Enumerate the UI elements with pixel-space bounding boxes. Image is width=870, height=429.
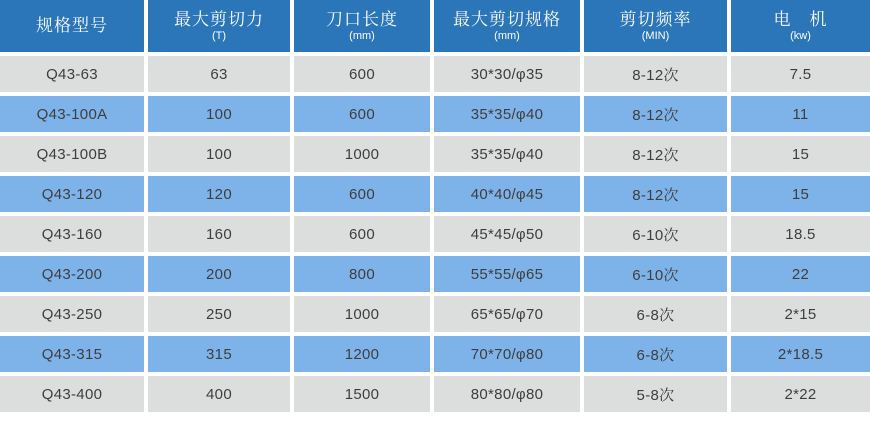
model-cell: Q43-120	[0, 176, 144, 212]
model-cell: Q43-400	[0, 376, 144, 412]
model-cell: Q43-160	[0, 216, 144, 252]
table-cell: 45*45/φ50	[434, 216, 580, 252]
table-cell: 1200	[294, 336, 430, 372]
table-cell: 8-12次	[584, 96, 727, 132]
header-unit-label: (mm)	[349, 29, 375, 42]
table-cell: 1000	[294, 296, 430, 332]
table-cell: 7.5	[731, 56, 870, 92]
header-label: 电 机	[773, 9, 828, 29]
table-cell: 6-10次	[584, 256, 727, 292]
header-unit-label: (mm)	[494, 29, 520, 42]
header-cell	[434, 0, 580, 52]
header-cell	[731, 0, 870, 52]
model-cell: Q43-250	[0, 296, 144, 332]
table-cell: 35*35/φ40	[434, 136, 580, 172]
table-cell: 6-10次	[584, 216, 727, 252]
table-cell: 5-8次	[584, 376, 727, 412]
header-label: 最大剪切力	[174, 9, 264, 29]
table-cell: 600	[294, 216, 430, 252]
header-cell	[294, 0, 430, 52]
header-label: 刀口长度	[326, 9, 398, 29]
table-cell: 2*18.5	[731, 336, 870, 372]
table-cell: 600	[294, 96, 430, 132]
table-cell: 70*70/φ80	[434, 336, 580, 372]
header-label: 最大剪切规格	[453, 9, 561, 29]
table-cell: 35*35/φ40	[434, 96, 580, 132]
model-cell: Q43-200	[0, 256, 144, 292]
table-cell: 22	[731, 256, 870, 292]
table-cell: 160	[148, 216, 290, 252]
table-cell: 6-8次	[584, 296, 727, 332]
table-cell: 15	[731, 136, 870, 172]
model-cell: Q43-100A	[0, 96, 144, 132]
table-cell: 11	[731, 96, 870, 132]
table-cell: 63	[148, 56, 290, 92]
model-cell: Q43-315	[0, 336, 144, 372]
table-cell: 400	[148, 376, 290, 412]
table-cell: 55*55/φ65	[434, 256, 580, 292]
table-cell: 250	[148, 296, 290, 332]
table-cell: 8-12次	[584, 136, 727, 172]
table-cell: 1500	[294, 376, 430, 412]
header-label: 规格型号	[36, 16, 108, 36]
header-unit-label: (MIN)	[641, 29, 670, 42]
header-unit-label: (kw)	[790, 29, 811, 42]
table-cell: 315	[148, 336, 290, 372]
table-cell: 8-12次	[584, 56, 727, 92]
table-cell: 15	[731, 176, 870, 212]
table-cell: 6-8次	[584, 336, 727, 372]
header-label: 剪切频率	[619, 9, 692, 29]
table-cell: 40*40/φ45	[434, 176, 580, 212]
table-cell: 600	[294, 56, 430, 92]
table-cell: 30*30/φ35	[434, 56, 580, 92]
table-cell: 2*22	[731, 376, 870, 412]
table-cell: 120	[148, 176, 290, 212]
table-cell: 600	[294, 176, 430, 212]
header-cell	[584, 0, 727, 52]
table-cell: 200	[148, 256, 290, 292]
header-cell	[0, 0, 144, 52]
table-cell: 18.5	[731, 216, 870, 252]
table-cell: 1000	[294, 136, 430, 172]
table-cell: 65*65/φ70	[434, 296, 580, 332]
header-unit-label: (T)	[211, 29, 227, 42]
table-cell: 800	[294, 256, 430, 292]
table-cell: 100	[148, 96, 290, 132]
table-cell: 8-12次	[584, 176, 727, 212]
table-cell: 2*15	[731, 296, 870, 332]
model-cell: Q43-100B	[0, 136, 144, 172]
header-cell	[148, 0, 290, 52]
model-cell: Q43-63	[0, 56, 144, 92]
table-cell: 100	[148, 136, 290, 172]
table-cell: 80*80/φ80	[434, 376, 580, 412]
